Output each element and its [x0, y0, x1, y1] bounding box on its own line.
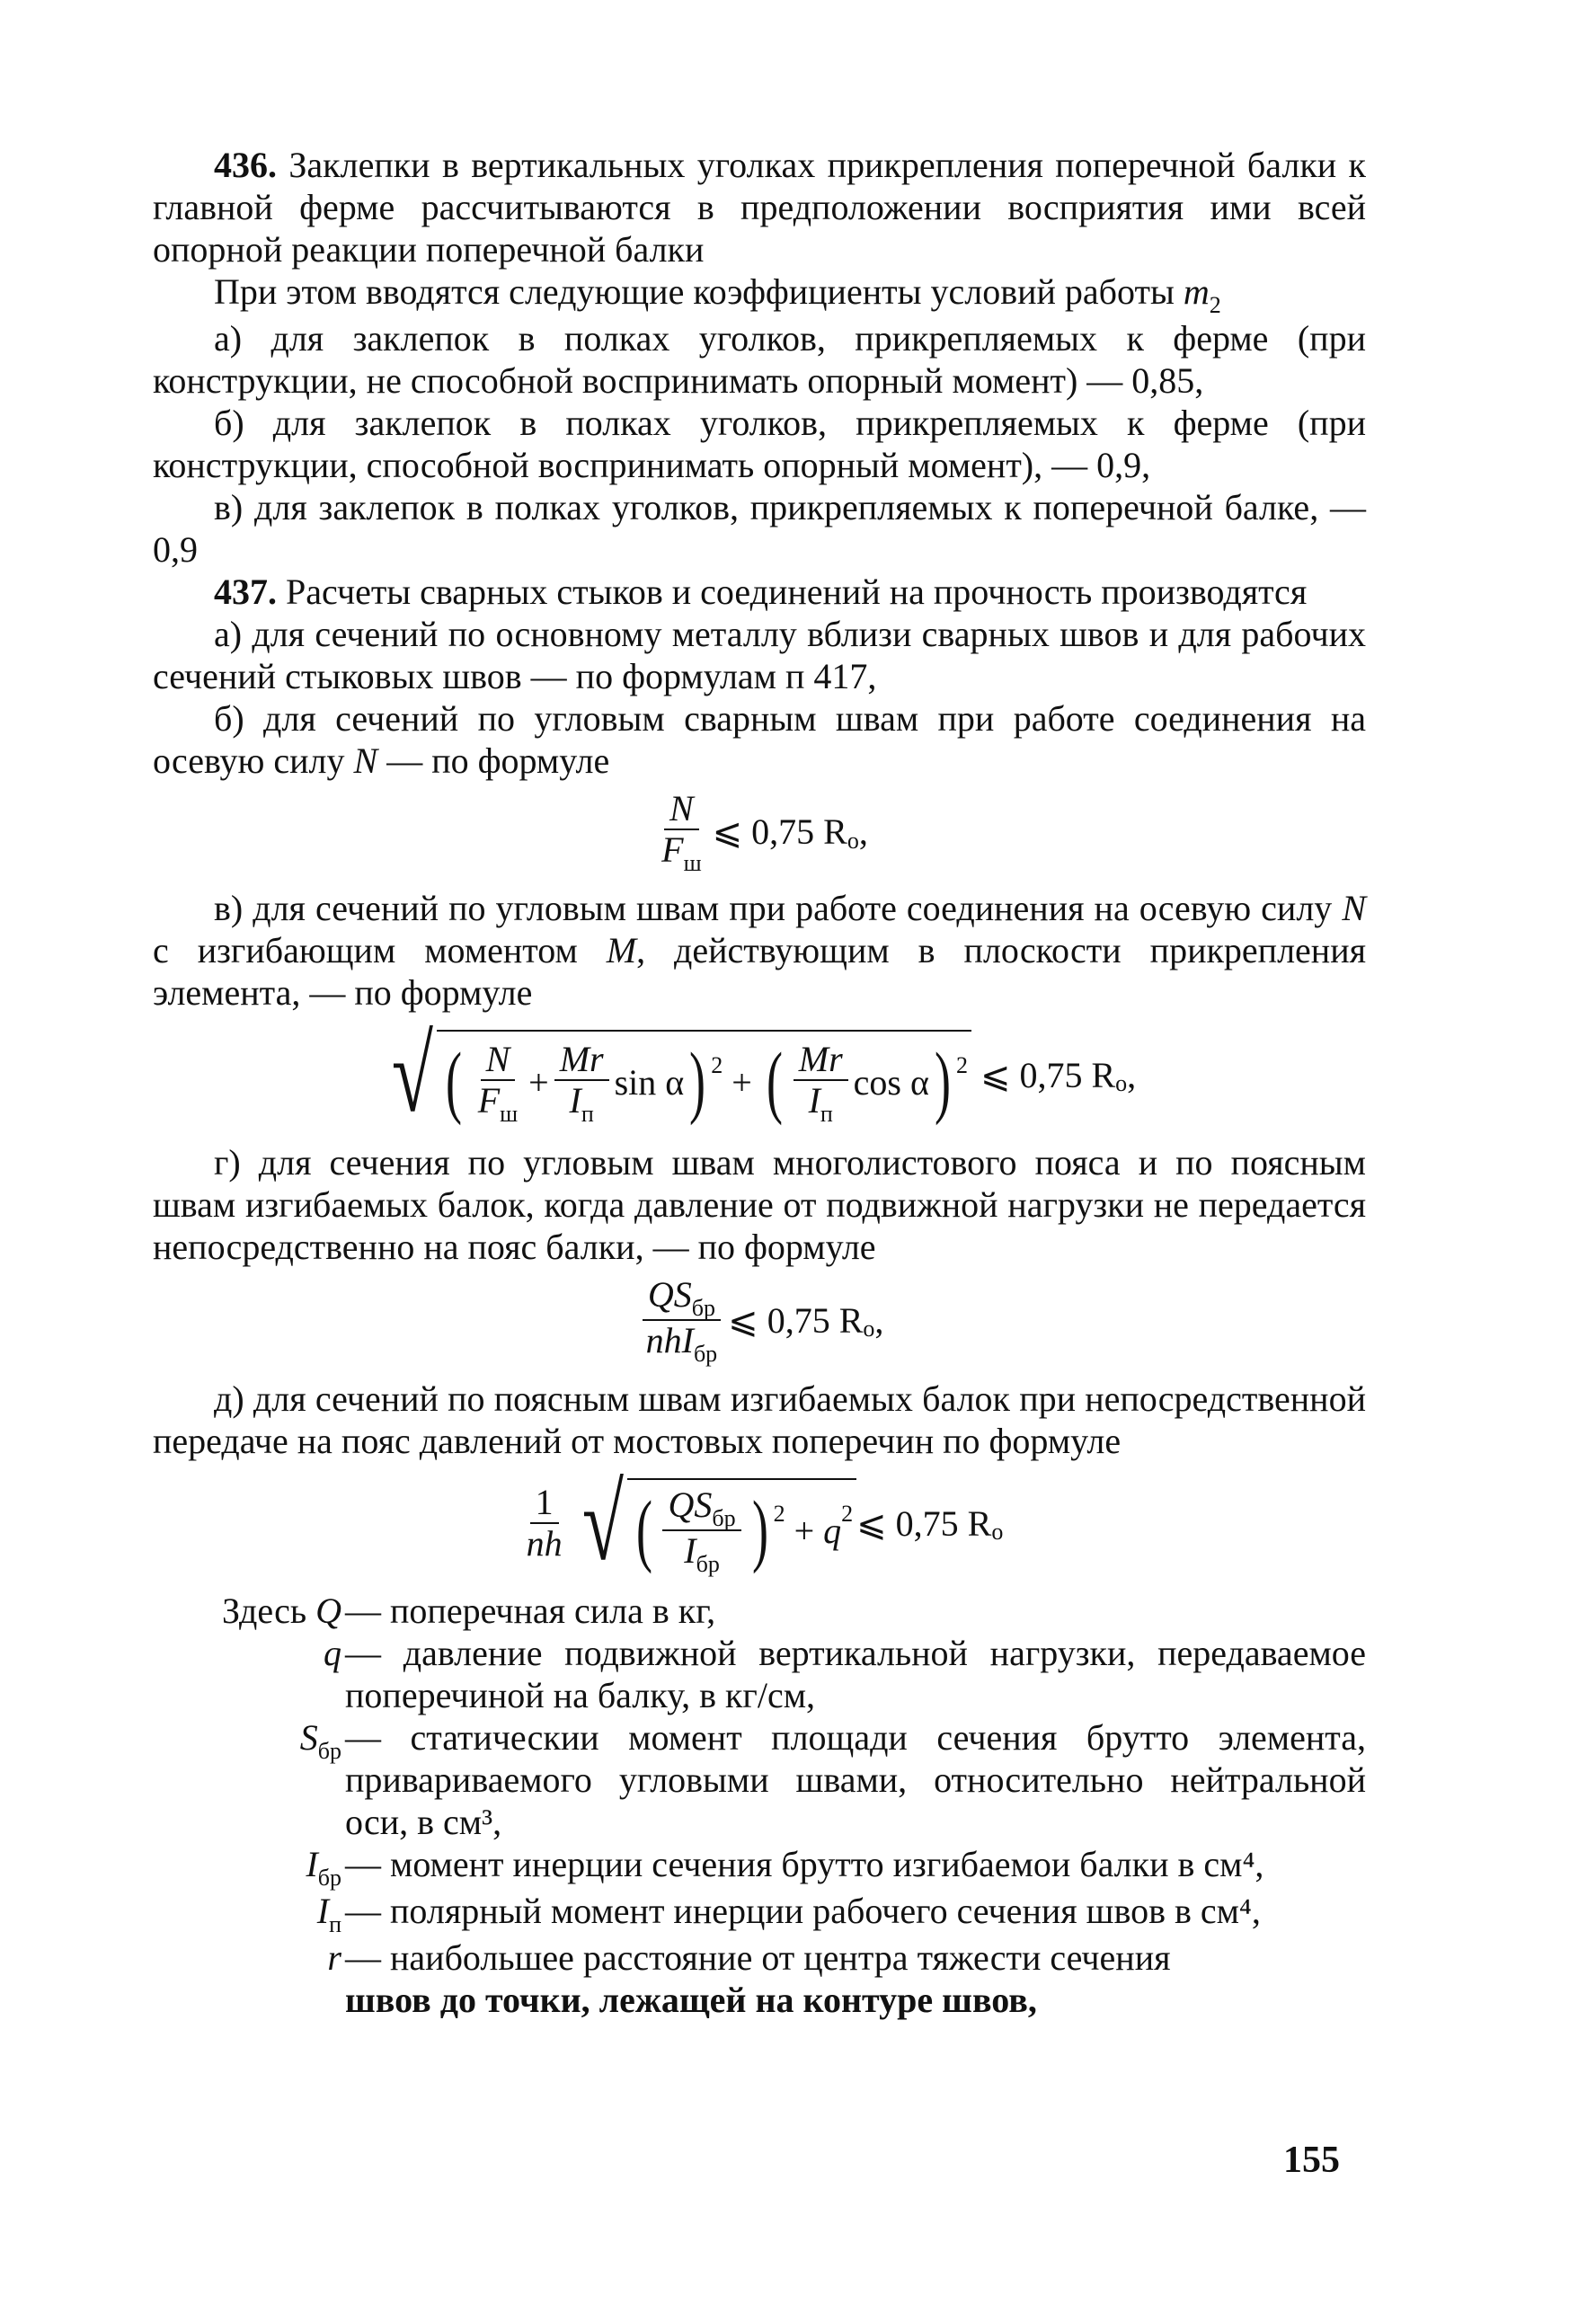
right-paren: ): [934, 1037, 951, 1126]
math-subscript: ш: [683, 850, 702, 876]
math-subscript: п: [329, 1911, 341, 1937]
math-symbol: N: [669, 788, 694, 829]
page-body: [153, 144, 1366, 2021]
definitions-intro: Здесь: [221, 1591, 316, 1631]
math-operator: ⩽: [980, 1054, 1011, 1095]
definition-term: [153, 1716, 341, 1843]
right-paren: ): [751, 1485, 768, 1574]
paragraph-text: — по формуле: [377, 740, 610, 781]
math-function: cos α: [853, 1061, 929, 1103]
math-punct: ,: [858, 811, 868, 852]
item-437-v: [153, 887, 1366, 1014]
paragraph-text: с изгибающим моментом: [153, 930, 607, 970]
fraction: [662, 1485, 740, 1575]
math-subscript: бр: [696, 1551, 720, 1577]
item-v: в) для заклепок в полках уголков, прикрепляемых к поперечной балке, — 0,9: [153, 487, 1366, 570]
math-operator: ⩽: [856, 1502, 887, 1544]
paragraph-text: Заклепки в вертикальных уголках прикрепления поперечной балки к главной ферме рассчитываются в предположении восприятия ими всей опорной реакции поперечной балки: [153, 145, 1366, 270]
math-rhs: 0,75 R: [895, 1502, 992, 1544]
math-symbol: N: [485, 1038, 510, 1079]
math-symbol: m: [1183, 271, 1210, 312]
math-symbol: q: [324, 1633, 341, 1673]
math-subscript: 2: [1209, 292, 1221, 318]
definition-row: [153, 1890, 1366, 1936]
definition-text: — момент инерции сечения брутто изгибаемои балки в см⁴,: [345, 1844, 1264, 1884]
math-subscript: п: [581, 1100, 594, 1127]
math-symbol: QS: [647, 1274, 692, 1315]
definition-row: [153, 1590, 1366, 1632]
section-number: 437.: [214, 572, 277, 612]
math-symbol: nh: [526, 1523, 563, 1564]
definition-row: [153, 1979, 1366, 2021]
math-symbol: M: [606, 930, 637, 970]
formula-4: [153, 1463, 1366, 1582]
definition-term: [153, 1632, 341, 1716]
math-symbol: F: [477, 1079, 501, 1121]
math-symbol: Mr: [559, 1038, 604, 1079]
math-operator: +: [732, 1061, 752, 1103]
math-symbol: I: [569, 1079, 581, 1121]
math-subscript: о: [991, 1519, 1004, 1545]
math-superscript: 2: [773, 1501, 785, 1527]
definition-row: [153, 1716, 1366, 1843]
definition-text: — полярный момент инерции рабочего сечения швов в см⁴,: [345, 1891, 1261, 1931]
math-subscript: бр: [693, 1341, 718, 1367]
item-437-d: д) для сечений по поясным швам изгибаемых балок при непосредственной передаче на пояс давлений от мостовых поперечин по формуле: [153, 1378, 1366, 1461]
math-subscript: бр: [317, 1865, 341, 1891]
math-symbol: F: [661, 829, 684, 870]
math-operator: ⩽: [712, 811, 743, 852]
definition-term: [153, 1590, 341, 1632]
item-437-b: [153, 697, 1366, 782]
radical-sign: √: [391, 1015, 433, 1134]
math-symbol: Mr: [798, 1038, 843, 1079]
math-superscript: 2: [711, 1052, 723, 1078]
fraction: [554, 1040, 609, 1125]
radicand: [627, 1478, 857, 1577]
fraction: [656, 789, 706, 874]
math-subscript: п: [820, 1100, 833, 1127]
math-symbol: N: [1342, 888, 1366, 928]
math-operator: +: [528, 1061, 549, 1103]
math-symbol: r: [327, 1937, 341, 1978]
math-superscript: 2: [955, 1052, 968, 1078]
paragraph-text: Расчеты сварных стыков и соединений на прочность производятся: [277, 572, 1308, 612]
definition-text: — наибольшее расстояние от центра тяжести сечения: [345, 1937, 1171, 1978]
item-b: б) для заклепок в полках уголков, прикрепляемых к ферме (при конструкции, способной воспринимать опорный момент), — 0,9,: [153, 403, 1366, 485]
definition-row: [153, 1843, 1366, 1890]
paragraph-437: [153, 571, 1366, 613]
definition-continuation: швов до точки, лежащей на контуре швов,: [345, 1980, 1037, 2020]
item-437-g: г) для сечения по угловым швам многолистового пояса и по поясным швам изгибаемых балок, когда давление от подвижной нагрузки не передается непосредственно на пояс балки, — по формуле: [153, 1142, 1366, 1267]
page-number: 155: [1283, 2140, 1340, 2181]
formula-3: [153, 1275, 1366, 1365]
fraction: [473, 1040, 523, 1125]
paragraph-text: , действующим в плоскости прикрепления элемента, — по формуле: [153, 930, 1366, 1013]
definition-term: [153, 1936, 341, 1979]
math-subscript: о: [1115, 1070, 1128, 1096]
definition-term: [153, 1843, 341, 1890]
math-symbol: Q: [315, 1591, 341, 1631]
definition-term: [153, 1890, 341, 1936]
definition-text: — давление подвижной вертикальной нагрузки, передаваемое поперечиной на балку, в кг/см,: [345, 1633, 1366, 1715]
definition-row: [153, 1936, 1366, 1979]
right-paren: ): [689, 1037, 706, 1126]
math-symbol: nhI: [645, 1320, 694, 1360]
formula-1: [153, 789, 1366, 874]
definition-text: — статическии момент площади сечения брутто элемента, привариваемого угловыми швами, относительно нейтральной оси, в см³,: [345, 1717, 1366, 1842]
definitions-list: [153, 1590, 1366, 2021]
paragraph-text: в) для сечений по угловым швам при работе соединения на осевую силу: [214, 888, 1343, 928]
definition-text: — поперечная сила в кг,: [345, 1591, 716, 1631]
math-subscript: о: [847, 827, 859, 854]
radicand: [437, 1030, 971, 1129]
math-rhs: 0,75 R: [751, 811, 847, 852]
item-437-a: а) для сечений по основному металлу вблизи сварных швов и для рабочих сечений стыковых швов — по формулам п 417,: [153, 614, 1366, 696]
square-root: [573, 1463, 857, 1582]
paragraph-text: б) для сечений по угловым сварным швам при работе соединения на осевую силу: [153, 698, 1366, 781]
math-subscript: о: [863, 1316, 875, 1342]
formula-2: [153, 1015, 1366, 1134]
paragraph-436: [153, 144, 1366, 270]
math-punct: ,: [1127, 1054, 1137, 1095]
math-number: 1: [530, 1483, 559, 1524]
math-rhs: 0,75 R: [767, 1299, 864, 1341]
definition-spacer: [153, 1979, 341, 2021]
left-paren: (: [766, 1037, 783, 1126]
radical-sign: √: [581, 1463, 624, 1582]
math-operator: ⩽: [728, 1299, 758, 1341]
square-root: [383, 1015, 971, 1134]
math-symbol: I: [306, 1844, 318, 1884]
math-punct: ,: [874, 1299, 884, 1341]
math-symbol: I: [684, 1530, 696, 1571]
fraction: [521, 1483, 568, 1564]
math-subscript: бр: [691, 1295, 715, 1321]
definition-row: [153, 1632, 1366, 1716]
math-subscript: бр: [317, 1738, 341, 1764]
item-a: а) для заклепок в полках уголков, прикрепляемых к ферме (при конструкции, не способной воспринимать опорный момент) — 0,85,: [153, 318, 1366, 401]
math-symbol: N: [353, 740, 378, 781]
math-symbol: I: [808, 1079, 820, 1121]
math-operator: +: [794, 1510, 815, 1551]
paragraph-coefficients: [153, 270, 1366, 317]
left-paren: (: [635, 1485, 652, 1574]
math-subscript: бр: [712, 1505, 736, 1531]
paragraph-text: При этом вводятся следующие коэффициенты условий работы: [214, 271, 1184, 312]
math-symbol: I: [316, 1891, 330, 1931]
section-number: 436.: [214, 145, 277, 185]
math-symbol: S: [299, 1717, 318, 1758]
left-paren: (: [445, 1037, 462, 1126]
math-subscript: ш: [500, 1100, 519, 1127]
math-symbol: q: [823, 1510, 842, 1551]
math-rhs: 0,75 R: [1019, 1054, 1116, 1095]
math-superscript: 2: [841, 1501, 854, 1527]
math-symbol: QS: [668, 1484, 713, 1525]
fraction: [794, 1040, 848, 1125]
fraction: [641, 1275, 723, 1365]
math-function: sin α: [614, 1061, 685, 1103]
